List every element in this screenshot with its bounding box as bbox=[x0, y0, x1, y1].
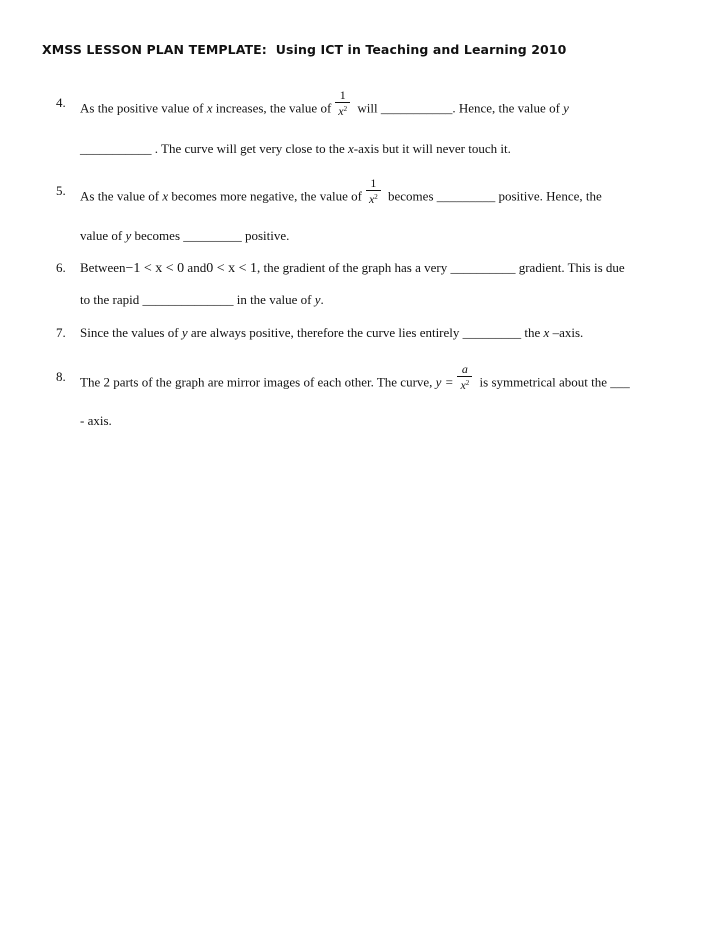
item-number: 5. bbox=[56, 183, 66, 198]
item-number: 8. bbox=[56, 369, 66, 384]
item-number: 4. bbox=[56, 95, 66, 110]
header-title: XMSS LESSON PLAN TEMPLATE: bbox=[42, 42, 267, 57]
item-line-2: value of y becomes _________ positive. bbox=[80, 228, 290, 243]
item-line-1: Between−1 < x < 0 and0 < x < 1, the gradient of the graph has a very __________ gradient. This is due bbox=[80, 260, 625, 276]
inequality-positive: 0 < x < 1 bbox=[206, 261, 257, 276]
question-item-6 bbox=[56, 260, 696, 310]
item-line-1: Since the values of y are always positive, therefore the curve lies entirely _________ the x –axis. bbox=[80, 325, 584, 340]
page-header bbox=[42, 42, 566, 57]
fraction-one-over-x-squared: $\frac{1}{x^2}$ bbox=[335, 89, 350, 118]
question-item-8 bbox=[56, 362, 696, 439]
fraction-a-over-x-squared: $\frac{a}{x^2}$ bbox=[457, 363, 472, 392]
item-line-2: - axis. bbox=[80, 413, 112, 428]
fraction-one-over-x-squared: $\frac{1}{x^2}$ bbox=[366, 177, 381, 206]
question-item-5 bbox=[56, 176, 696, 253]
item-number: 7. bbox=[56, 325, 66, 340]
inequality-negative: −1 < x < 0 bbox=[125, 261, 185, 276]
item-line-2: to the rapid ______________ in the value of y. bbox=[80, 292, 324, 307]
question-item-7 bbox=[56, 325, 696, 345]
item-line-1: As the positive value of x increases, the value of $\frac{1}{x^2}$ will ___________. Hence, the value of y bbox=[80, 88, 569, 118]
item-line-1: The 2 parts of the graph are mirror images of each other. The curve, y = $\frac{a}{x^2}$ is symmetrical about the ___ bbox=[80, 362, 630, 392]
item-line-1: As the value of x becomes more negative, the value of $\frac{1}{x^2}$ becomes _________ positive. Hence, the bbox=[80, 176, 602, 206]
item-number: 6. bbox=[56, 260, 66, 275]
header-subtitle: Using ICT in Teaching and Learning 2010 bbox=[275, 42, 567, 57]
equation-lhs: y = bbox=[435, 374, 454, 390]
item-line-2: ___________ . The curve will get very close to the x-axis but it will never touch it. bbox=[80, 141, 511, 156]
question-item-4 bbox=[56, 88, 696, 165]
